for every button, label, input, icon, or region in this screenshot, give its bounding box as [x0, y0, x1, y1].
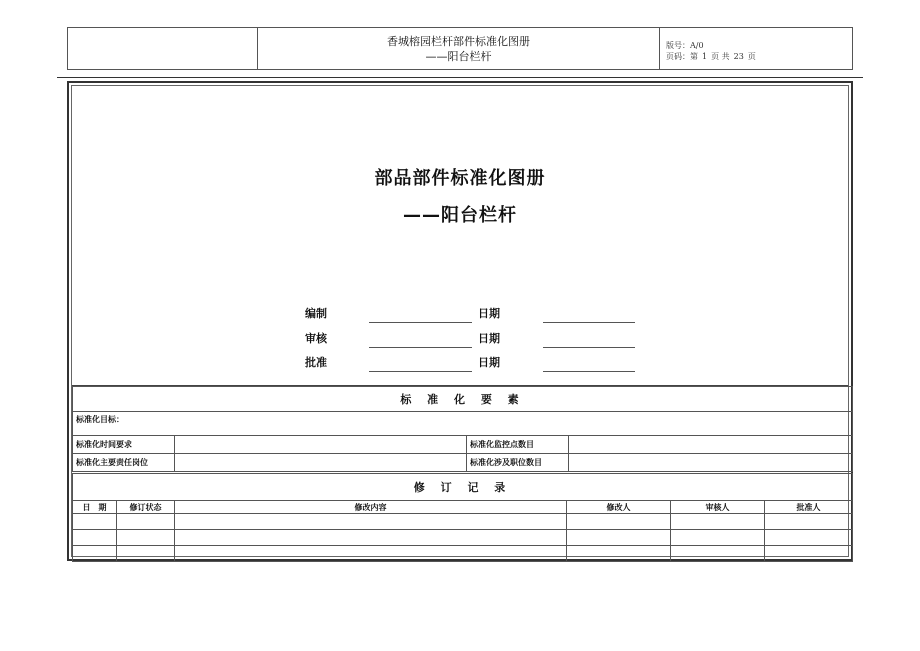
- cover-title: 部品部件标准化图册: [374, 168, 546, 189]
- page-current: 1: [702, 52, 708, 61]
- approve-date-line[interactable]: [543, 371, 635, 372]
- cover-section: [72, 86, 848, 386]
- compile-label: 编制: [305, 307, 327, 320]
- cell-date[interactable]: [73, 530, 117, 546]
- col-content: 修改内容: [175, 501, 567, 514]
- cover-subtitle: ——阳台栏杆: [403, 205, 517, 226]
- cell-date[interactable]: [73, 546, 117, 562]
- cell-content[interactable]: [175, 530, 567, 546]
- revision-row: [73, 514, 853, 530]
- cell-status[interactable]: [117, 546, 175, 562]
- review-line[interactable]: [369, 347, 472, 348]
- cell-modifier[interactable]: [567, 514, 671, 530]
- header-meta-cell: [660, 28, 854, 69]
- review-label: 审核: [305, 332, 327, 345]
- document-header: [67, 27, 853, 70]
- compile-line[interactable]: [369, 322, 472, 323]
- responsible-value[interactable]: [175, 454, 467, 472]
- monitor-points-label: 标准化监控点数目: [467, 436, 569, 454]
- revision-table: [72, 473, 853, 562]
- header-logo-cell: [68, 28, 258, 69]
- cell-status[interactable]: [117, 514, 175, 530]
- approve-label: 批准: [305, 356, 327, 369]
- cell-date[interactable]: [73, 514, 117, 530]
- col-status: 修订状态: [117, 501, 175, 514]
- col-approver: 批准人: [765, 501, 853, 514]
- header-divider: [57, 77, 863, 78]
- header-title-cell: [258, 28, 660, 69]
- approve-date-label: 日期: [478, 356, 500, 369]
- cell-reviewer[interactable]: [671, 530, 765, 546]
- compile-date-line[interactable]: [543, 322, 635, 323]
- version-label: 版号：A/0: [666, 41, 704, 50]
- cell-reviewer[interactable]: [671, 514, 765, 530]
- cell-content[interactable]: [175, 546, 567, 562]
- cell-approver[interactable]: [765, 530, 853, 546]
- page-number: 页码：第 1 页 共 23 页: [666, 52, 756, 61]
- col-reviewer: 审核人: [671, 501, 765, 514]
- monitor-points-value[interactable]: [569, 436, 853, 454]
- frame-inner: [71, 85, 849, 557]
- col-modifier: 修改人: [567, 501, 671, 514]
- responsible-label: 标准化主要责任岗位: [73, 454, 175, 472]
- cell-approver[interactable]: [765, 514, 853, 530]
- approve-line[interactable]: [369, 371, 472, 372]
- document-frame: [67, 81, 853, 561]
- cell-modifier[interactable]: [567, 546, 671, 562]
- standard-table: [72, 386, 853, 472]
- cell-status[interactable]: [117, 530, 175, 546]
- col-date: 日 期: [73, 501, 117, 514]
- cell-reviewer[interactable]: [671, 546, 765, 562]
- cell-content[interactable]: [175, 514, 567, 530]
- standard-heading: 标 准 化 要 素: [73, 387, 853, 412]
- positions-label: 标准化涉及职位数目: [467, 454, 569, 472]
- header-subtitle: ——阳台栏杆: [425, 50, 492, 63]
- positions-value[interactable]: [569, 454, 853, 472]
- revision-row: [73, 530, 853, 546]
- review-date-label: 日期: [478, 332, 500, 345]
- revision-heading: 修 订 记 录: [73, 474, 853, 501]
- standard-goal-label: 标准化目标：: [73, 412, 853, 436]
- compile-date-label: 日期: [478, 307, 500, 320]
- header-title: 香城榕园栏杆部件标准化图册: [387, 35, 530, 48]
- cell-approver[interactable]: [765, 546, 853, 562]
- revision-row: [73, 546, 853, 562]
- page-total: 23: [733, 52, 744, 61]
- time-req-value[interactable]: [175, 436, 467, 454]
- time-req-label: 标准化时间要求: [73, 436, 175, 454]
- cell-modifier[interactable]: [567, 530, 671, 546]
- review-date-line[interactable]: [543, 347, 635, 348]
